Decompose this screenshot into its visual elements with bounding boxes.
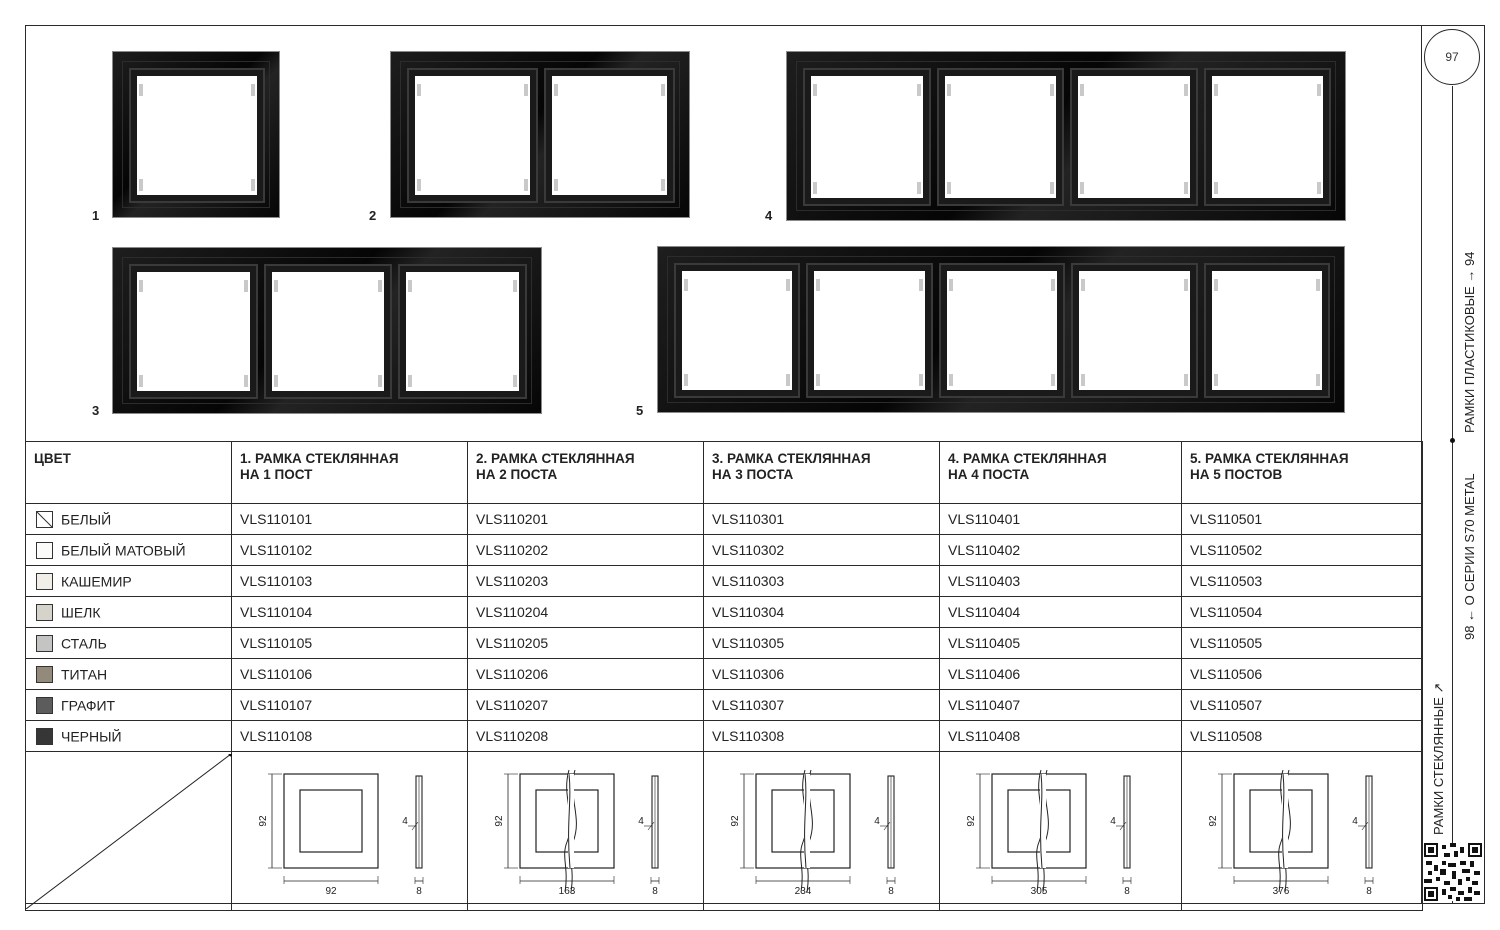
- frame-clip: [554, 179, 558, 191]
- frame-clip: [139, 179, 143, 191]
- article-code: VLS110203: [468, 566, 704, 597]
- article-code: VLS110208: [468, 721, 704, 752]
- height-label: 92: [1208, 815, 1219, 827]
- frame-clip: [1080, 84, 1084, 96]
- article-code: VLS110403: [940, 566, 1182, 597]
- frame-clip: [816, 374, 820, 386]
- frame-clip: [139, 375, 143, 387]
- frame-photo-2: [390, 51, 690, 218]
- article-code: VLS110506: [1182, 659, 1423, 690]
- frame-clip: [513, 375, 517, 387]
- article-code: VLS110402: [940, 535, 1182, 566]
- article-code: VLS110202: [468, 535, 704, 566]
- color-cell: [26, 535, 232, 566]
- height-label: 92: [730, 815, 741, 827]
- color-swatch: [36, 697, 53, 714]
- color-cell: [26, 566, 232, 597]
- frame-clip: [408, 280, 412, 292]
- frame-number-2: 2: [369, 208, 377, 223]
- frame-clip: [408, 375, 412, 387]
- frame-clip: [1080, 182, 1084, 194]
- color-cell: [26, 628, 232, 659]
- frame-opening: [808, 265, 930, 396]
- frame-clip: [786, 279, 790, 291]
- frame-clip: [417, 179, 421, 191]
- spec-table: [25, 441, 1423, 911]
- frame-clip: [1184, 279, 1188, 291]
- color-name: ЧЕРНЫЙ: [61, 728, 122, 745]
- color-name: ТИТАН: [61, 666, 108, 683]
- frame-opening: [1073, 265, 1195, 396]
- article-code: VLS110106: [232, 659, 468, 690]
- frame-clip: [378, 280, 382, 292]
- article-code: VLS110102: [232, 535, 468, 566]
- dimension-drawing-5: [1182, 752, 1423, 907]
- color-swatch: [36, 573, 53, 590]
- table-row: [26, 504, 1423, 535]
- table-row: [26, 659, 1423, 690]
- frame-opening: [805, 70, 929, 204]
- depth-label: 8: [1124, 886, 1130, 897]
- frame-clip: [917, 84, 921, 96]
- color-swatch: [36, 635, 53, 652]
- color-cell: [26, 690, 232, 721]
- frame-opening: [1072, 70, 1196, 204]
- table-row: [26, 721, 1423, 752]
- article-code: VLS110303: [704, 566, 940, 597]
- frame-clip: [244, 375, 248, 387]
- dimension-drawing-2: [468, 752, 704, 907]
- drawing-cell-5: [1182, 752, 1423, 911]
- article-code: VLS110508: [1182, 721, 1423, 752]
- article-code: VLS110304: [704, 597, 940, 628]
- table-row: [26, 566, 1423, 597]
- frame-clip: [417, 84, 421, 96]
- frame-photo-1: [112, 51, 280, 218]
- article-code: VLS110404: [940, 597, 1182, 628]
- thickness-label: 4: [1352, 816, 1358, 827]
- frame-clip: [1316, 279, 1320, 291]
- frame-clip: [1214, 84, 1218, 96]
- frame-photo-5: [657, 246, 1345, 413]
- frame-opening: [131, 266, 256, 397]
- frame-opening: [939, 70, 1063, 204]
- column-header-3: 3. РАМКА СТЕКЛЯННАЯ НА 3 ПОСТА: [704, 442, 940, 504]
- dimension-drawing-3: [704, 752, 940, 907]
- depth-label: 8: [888, 886, 894, 897]
- frame-clip: [1214, 374, 1218, 386]
- diagonal-line: [26, 754, 232, 909]
- thickness-label: 4: [638, 816, 644, 827]
- diagonal-cell: [26, 752, 232, 911]
- nav-next-link[interactable]: РАМКИ ПЛАСТИКОВЫЕ → 94: [1462, 251, 1477, 433]
- article-code: VLS110205: [468, 628, 704, 659]
- frame-clip: [1214, 279, 1218, 291]
- height-label: 92: [494, 815, 505, 827]
- frame-clip: [139, 280, 143, 292]
- color-name: ШЕЛК: [61, 604, 101, 621]
- table-row: [26, 628, 1423, 659]
- frame-clip: [684, 374, 688, 386]
- article-code: VLS110104: [232, 597, 468, 628]
- article-code: VLS110507: [1182, 690, 1423, 721]
- table-header-row: [26, 442, 1423, 504]
- frame-opening: [266, 266, 391, 397]
- frame-opening: [941, 265, 1063, 396]
- frame-opening: [131, 70, 263, 201]
- section-label: РАМКИ СТЕКЛЯННЫЕ ↗: [1431, 682, 1446, 835]
- color-swatch: [36, 542, 53, 559]
- article-code: VLS110505: [1182, 628, 1423, 659]
- color-header: ЦВЕТ: [26, 442, 232, 504]
- article-code: VLS110207: [468, 690, 704, 721]
- frame-clip: [139, 84, 143, 96]
- article-code: VLS110307: [704, 690, 940, 721]
- color-swatch: [36, 666, 53, 683]
- article-code: VLS110306: [704, 659, 940, 690]
- dimension-drawing-1: [232, 752, 468, 907]
- article-code: VLS110302: [704, 535, 940, 566]
- frame-clip: [524, 84, 528, 96]
- dimension-drawing-4: [940, 752, 1182, 907]
- frame-number-4: 4: [765, 208, 773, 223]
- front-opening: [300, 790, 362, 852]
- frame-clip: [949, 279, 953, 291]
- frame-clip: [1317, 84, 1321, 96]
- frame-clip: [813, 84, 817, 96]
- sidebar-divider: [1452, 86, 1453, 904]
- article-code: VLS110206: [468, 659, 704, 690]
- frame-clip: [244, 280, 248, 292]
- depth-label: 8: [1366, 886, 1372, 897]
- drawing-cell-2: [468, 752, 704, 911]
- frame-opening: [676, 265, 798, 396]
- frame-clip: [1214, 182, 1218, 194]
- article-code: VLS110105: [232, 628, 468, 659]
- frame-clip: [661, 179, 665, 191]
- width-label: 376: [1272, 886, 1290, 897]
- frame-opening: [1206, 70, 1330, 204]
- frame-clip: [661, 84, 665, 96]
- article-code: VLS110503: [1182, 566, 1423, 597]
- article-code: VLS110504: [1182, 597, 1423, 628]
- frame-clip: [1050, 84, 1054, 96]
- height-label: 92: [258, 815, 269, 827]
- color-cell: [26, 504, 232, 535]
- column-header-1: 1. РАМКА СТЕКЛЯННАЯ НА 1 ПОСТ: [232, 442, 468, 504]
- color-swatch: [36, 728, 53, 745]
- color-cell: [26, 721, 232, 752]
- frame-clip: [816, 279, 820, 291]
- frame-clip: [947, 182, 951, 194]
- article-code: VLS110406: [940, 659, 1182, 690]
- frame-clip: [251, 179, 255, 191]
- frame-clip: [1081, 374, 1085, 386]
- frame-clip: [919, 374, 923, 386]
- article-code: VLS110407: [940, 690, 1182, 721]
- column-header-4: 4. РАМКА СТЕКЛЯННАЯ НА 4 ПОСТА: [940, 442, 1182, 504]
- article-code: VLS110301: [704, 504, 940, 535]
- drawings-row: [26, 752, 1423, 911]
- color-swatch: [36, 511, 53, 528]
- depth-label: 8: [416, 886, 422, 897]
- frame-clip: [684, 279, 688, 291]
- frame-clip: [513, 280, 517, 292]
- width-label: 305: [1030, 886, 1048, 897]
- frame-opening: [409, 70, 536, 201]
- article-code: VLS110405: [940, 628, 1182, 659]
- drawing-cell-3: [704, 752, 940, 911]
- frame-clip: [524, 179, 528, 191]
- frame-clip: [1317, 182, 1321, 194]
- frame-clip: [251, 84, 255, 96]
- article-code: VLS110305: [704, 628, 940, 659]
- frame-number-5: 5: [636, 403, 644, 418]
- width-label: 92: [325, 886, 337, 897]
- color-cell: [26, 597, 232, 628]
- frame-photo-4: [786, 51, 1346, 221]
- article-code: VLS110201: [468, 504, 704, 535]
- color-cell: [26, 659, 232, 690]
- frame-number-1: 1: [92, 208, 100, 223]
- frame-number-3: 3: [92, 403, 100, 418]
- frame-opening: [546, 70, 673, 201]
- color-name: БЕЛЫЙ МАТОВЫЙ: [61, 542, 186, 559]
- color-name: СТАЛЬ: [61, 635, 107, 652]
- frame-clip: [1184, 182, 1188, 194]
- frame-clip: [919, 279, 923, 291]
- article-code: VLS110103: [232, 566, 468, 597]
- front-outline: [284, 774, 378, 868]
- nav-prev-link[interactable]: 98 ← О СЕРИИ S70 METAL: [1462, 473, 1477, 640]
- frame-clip: [554, 84, 558, 96]
- frame-clip: [1051, 374, 1055, 386]
- frame-clip: [378, 375, 382, 387]
- article-code: VLS110101: [232, 504, 468, 535]
- frame-clip: [1316, 374, 1320, 386]
- frame-clip: [786, 374, 790, 386]
- thickness-label: 4: [402, 816, 408, 827]
- frame-clip: [1051, 279, 1055, 291]
- article-code: VLS110501: [1182, 504, 1423, 535]
- frame-clip: [917, 182, 921, 194]
- color-name: КАШЕМИР: [61, 573, 132, 590]
- frame-clip: [947, 84, 951, 96]
- drawing-cell-1: [232, 752, 468, 911]
- nav-dot: [1450, 438, 1455, 443]
- article-code: VLS110204: [468, 597, 704, 628]
- frame-clip: [274, 375, 278, 387]
- frame-clip: [813, 182, 817, 194]
- article-code: VLS110107: [232, 690, 468, 721]
- frame-opening: [400, 266, 525, 397]
- drawing-cell-4: [940, 752, 1182, 911]
- page-number: 97: [1424, 29, 1480, 85]
- width-label: 163: [558, 886, 576, 897]
- column-header-5: 5. РАМКА СТЕКЛЯННАЯ НА 5 ПОСТОВ: [1182, 442, 1423, 504]
- frame-clip: [1184, 374, 1188, 386]
- table-row: [26, 690, 1423, 721]
- color-name: ГРАФИТ: [61, 697, 116, 714]
- qr-code-icon: [1424, 843, 1482, 901]
- frame-clip: [1081, 279, 1085, 291]
- article-code: VLS110308: [704, 721, 940, 752]
- height-label: 92: [966, 815, 977, 827]
- article-code: VLS110502: [1182, 535, 1423, 566]
- depth-label: 8: [652, 886, 658, 897]
- thickness-label: 4: [1110, 816, 1116, 827]
- table-row: [26, 597, 1423, 628]
- article-code: VLS110108: [232, 721, 468, 752]
- article-code: VLS110408: [940, 721, 1182, 752]
- table-row: [26, 535, 1423, 566]
- column-header-2: 2. РАМКА СТЕКЛЯННАЯ НА 2 ПОСТА: [468, 442, 704, 504]
- thickness-label: 4: [874, 816, 880, 827]
- frame-clip: [1050, 182, 1054, 194]
- frame-opening: [1206, 265, 1328, 396]
- color-swatch: [36, 604, 53, 621]
- frame-clip: [274, 280, 278, 292]
- frame-clip: [1184, 84, 1188, 96]
- frame-clip: [949, 374, 953, 386]
- frame-photo-3: [112, 247, 542, 414]
- width-label: 234: [794, 886, 812, 897]
- article-code: VLS110401: [940, 504, 1182, 535]
- color-name: БЕЛЫЙ: [61, 511, 112, 528]
